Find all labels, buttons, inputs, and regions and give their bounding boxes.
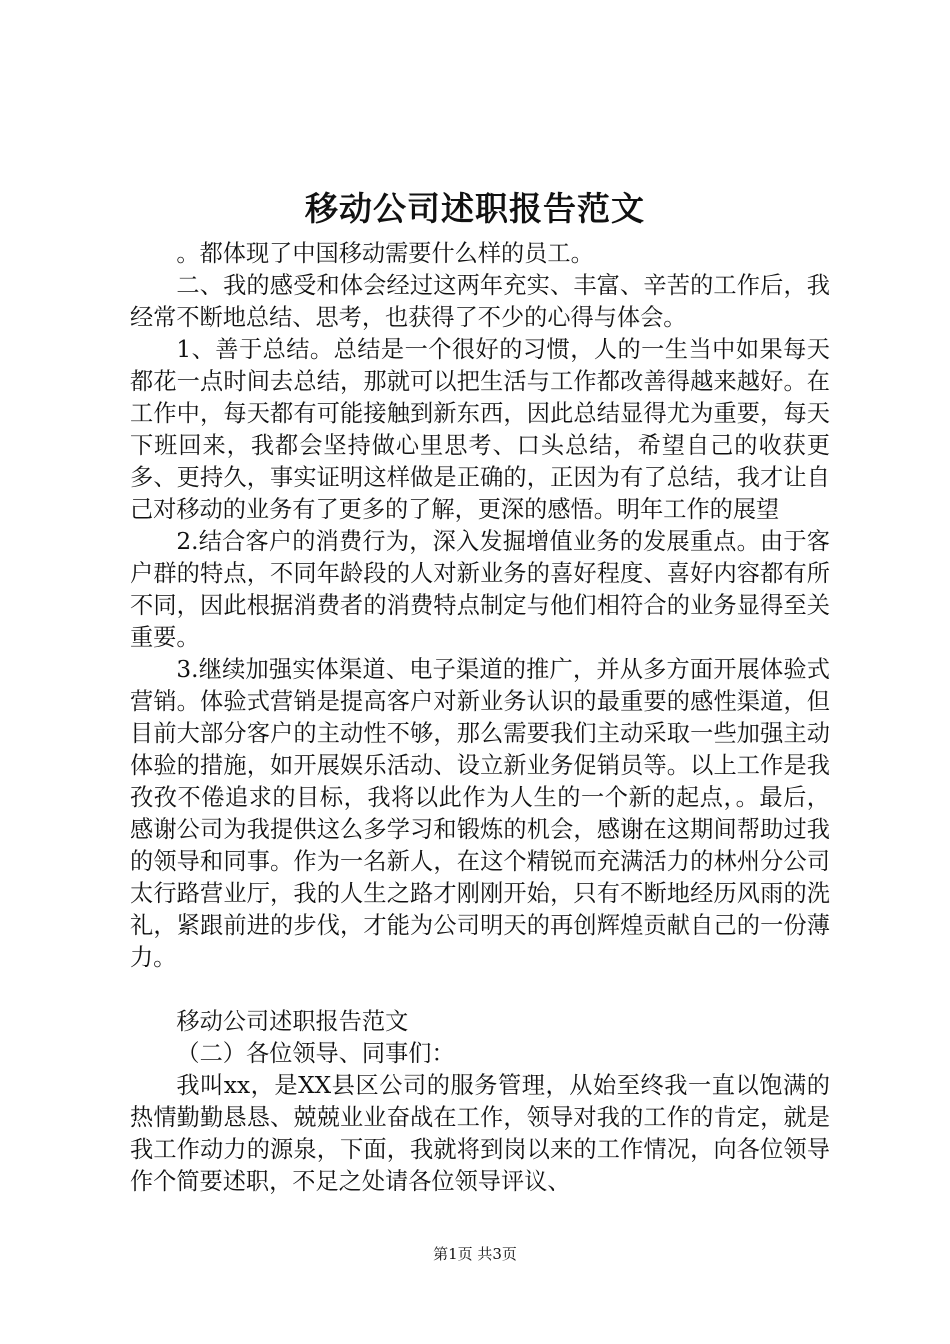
- paragraph: 2.结合客户的消费行为，深入发掘增值业务的发展重点。由于客户群的特点，不同年龄段的人对新业务的喜好程度、喜好内容都有所不同，因此根据消费者的消费特点制定与他们相符合的业务显得至关重要。: [130, 528, 830, 651]
- section-heading: 移动公司述职报告范文: [176, 1008, 409, 1035]
- document-title: 移动公司述职报告范文: [305, 189, 645, 228]
- paragraph: 二、我的感受和体会经过这两年充实、丰富、辛苦的工作后，我经常不断地总结、思考，也获得了不少的心得与体会。: [130, 272, 830, 331]
- document-body: [130, 238, 830, 1198]
- page-footer: 第1页 共3页: [433, 1245, 517, 1263]
- salutation: （二）各位领导、同事们：: [176, 1040, 455, 1067]
- paragraph: 。都体现了中国移动需要什么样的员工。: [176, 240, 594, 267]
- paragraph: 我叫xx，是XX县区公司的服务管理，从始至终我一直以饱满的热情勤勤恳恳、兢兢业业奋战在工作，领导对我的工作的肯定，就是我工作动力的源泉，下面，我就将到岗以来的工作情况，向各位领导作个简要述职，不足之处请各位领导评议、: [130, 1072, 830, 1195]
- paragraph: 3.继续加强实体渠道、电子渠道的推广，并从多方面开展体验式营销。体验式营销是提高客户对新业务认识的最重要的感性渠道，但目前大部分客户的主动性不够，那么需要我们主动采取一些加强主动体验的措施，如开展娱乐活动、设立新业务促销员等。以上工作是我孜孜不倦追求的目标，我将以此作为人生的一个新的起点，。最后，感谢公司为我提供这么多学习和锻炼的机会，感谢在这期间帮助过我的领导和同事。作为一名新人，在这个精锐而充满活力的林州分公司太行路营业厅，我的人生之路才刚刚开始，只有不断地经历风雨的洗礼，紧跟前进的步伐，才能为公司明天的再创辉煌贡献自己的一份薄力。: [130, 656, 830, 971]
- paragraph: 1、善于总结。总结是一个很好的习惯，人的一生当中如果每天都花一点时间去总结，那就可以把生活与工作都改善得越来越好。在工作中，每天都有可能接触到新东西，因此总结显得尤为重要，每天下班回来，我都会坚持做心里思考、口头总结，希望自己的收获更多、更持久，事实证明这样做是正确的，正因为有了总结，我才让自己对移动的业务有了更多的了解，更深的感悟。明年工作的展望: [130, 336, 830, 523]
